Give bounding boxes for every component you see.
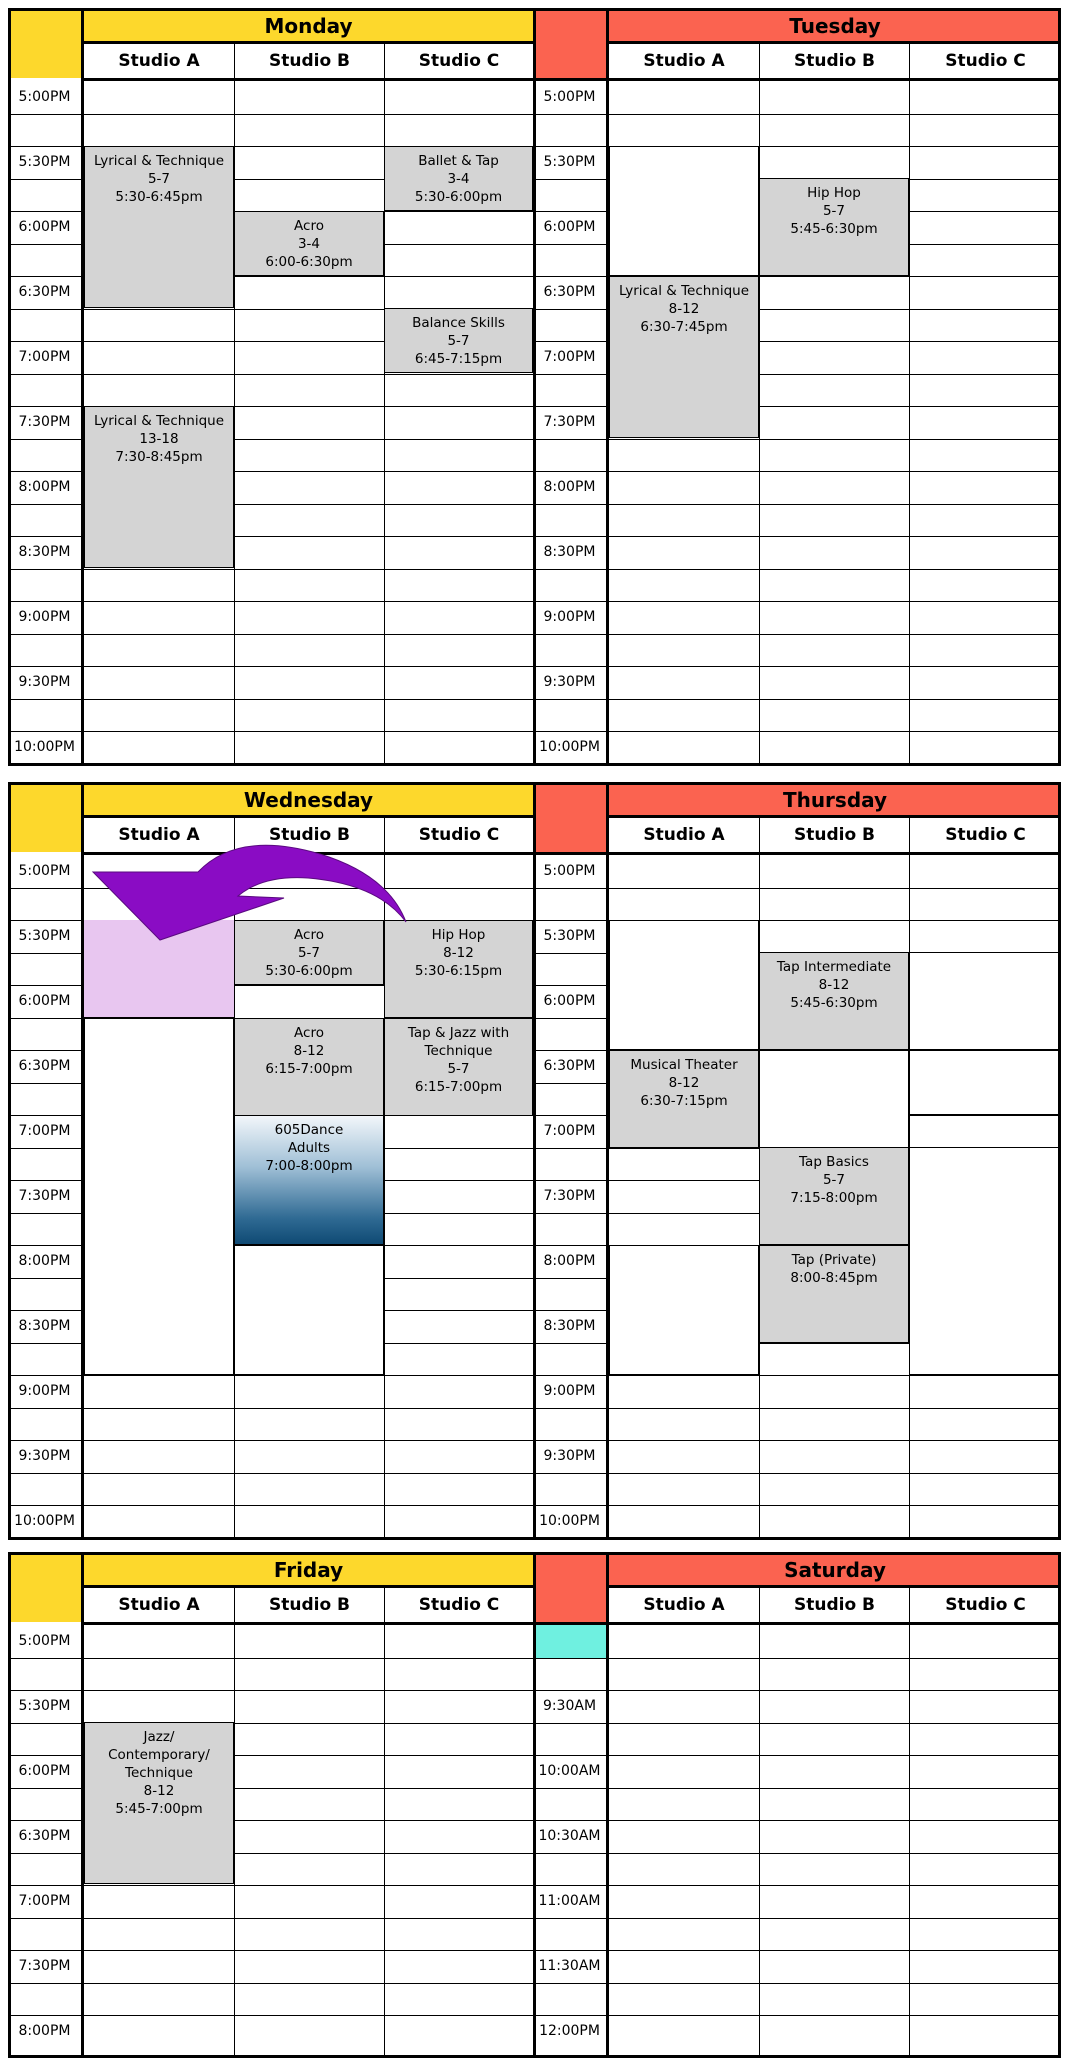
class-block-tap-intermediate[interactable]: Tap Intermediate 8-12 5:45-6:30pm — [759, 952, 909, 1050]
divider — [81, 41, 533, 44]
studio-header: Studio A — [609, 817, 759, 852]
studio-header: Studio B — [759, 43, 909, 78]
studio-header: Studio B — [759, 817, 909, 852]
time-label: 7:00PM — [18, 349, 71, 366]
empty-slot — [609, 920, 759, 1050]
time-label: 5:30PM — [18, 1698, 71, 1715]
studio-header: Studio C — [384, 817, 533, 852]
time-label: 5:30PM — [543, 928, 596, 945]
time-label: 12:00PM — [539, 2023, 600, 2040]
class-block-lyrical-technique[interactable]: Lyrical & Technique 5-7 5:30-6:45pm — [84, 146, 234, 308]
time-label: 6:30PM — [18, 1058, 71, 1075]
time-label: 6:30PM — [18, 284, 71, 301]
class-block-jazz-contemporary[interactable]: Jazz/ Contemporary/ Technique 8-12 5:45-7:00pm — [84, 1722, 234, 1884]
time-label: 6:00PM — [18, 219, 71, 236]
curved-arrow-icon — [88, 840, 448, 950]
corner-cell-mid — [533, 1552, 609, 1622]
divider — [533, 782, 536, 1540]
time-label: 8:00PM — [543, 1253, 596, 1270]
class-block-605dance[interactable]: 605Dance Adults 7:00-8:00pm — [234, 1115, 384, 1245]
time-label: 8:00PM — [18, 479, 71, 496]
studio-header: Studio A — [84, 817, 234, 852]
divider — [81, 1552, 84, 2058]
divider — [81, 1585, 533, 1588]
studio-header: Studio A — [609, 43, 759, 78]
class-block-ballet-tap[interactable]: Ballet & Tap 3-4 5:30-6:00pm — [384, 146, 533, 211]
class-block-hip-hop[interactable]: Hip Hop 8-12 5:30-6:15pm — [384, 920, 533, 1018]
time-label: 6:30PM — [543, 1058, 596, 1075]
studio-header: Studio C — [909, 1587, 1061, 1622]
time-label: 9:30PM — [18, 674, 71, 691]
time-label: 5:30PM — [543, 154, 596, 171]
schedule-panel-mon-tue — [8, 8, 1061, 766]
time-label: 5:00PM — [543, 863, 596, 880]
divider — [81, 782, 84, 1540]
divider — [606, 815, 1061, 818]
empty-slot — [609, 1245, 759, 1375]
studio-header: Studio C — [909, 817, 1061, 852]
class-block-lyrical-technique[interactable]: Lyrical & Technique 8-12 6:30-7:45pm — [609, 276, 759, 438]
empty-slot — [909, 952, 1061, 1050]
grid-line — [909, 81, 910, 766]
schedule-panel-wed-thu — [8, 782, 1061, 1540]
time-label: 11:00AM — [538, 1893, 601, 1910]
time-label: 6:00PM — [18, 1763, 71, 1780]
time-label: 10:00PM — [14, 1513, 75, 1530]
class-block-acro[interactable]: Acro 3-4 6:00-6:30pm — [234, 211, 384, 276]
studio-header: Studio B — [234, 1587, 384, 1622]
empty-slot — [909, 1050, 1061, 1115]
divider — [81, 1622, 1061, 1625]
divider — [533, 8, 536, 766]
time-label: 7:00PM — [18, 1123, 71, 1140]
grid-line — [759, 1625, 760, 2058]
time-label: 9:30PM — [543, 1448, 596, 1465]
empty-slot — [84, 1018, 234, 1375]
time-label: 5:00PM — [18, 1633, 71, 1650]
day-header-tuesday: Tuesday — [609, 8, 1061, 43]
time-label: 7:30PM — [18, 1958, 71, 1975]
corner-cell-mid — [533, 782, 609, 852]
divider — [606, 782, 609, 1540]
time-label: 9:30PM — [18, 1448, 71, 1465]
class-block-musical-theater[interactable]: Musical Theater 8-12 6:30-7:15pm — [609, 1050, 759, 1148]
empty-slot — [234, 1245, 384, 1375]
time-label: 7:00PM — [543, 349, 596, 366]
studio-header: Studio B — [234, 817, 384, 852]
studio-header: Studio A — [609, 1587, 759, 1622]
day-header-wednesday: Wednesday — [84, 782, 533, 817]
divider — [606, 1552, 609, 2058]
class-block-balance-skills[interactable]: Balance Skills 5-7 6:45-7:15pm — [384, 308, 533, 373]
time-label: 6:30PM — [18, 1828, 71, 1845]
grid-line — [909, 1625, 910, 2058]
studio-header: Studio C — [384, 43, 533, 78]
day-header-thursday: Thursday — [609, 782, 1061, 817]
time-label: 6:00PM — [18, 993, 71, 1010]
time-label: 9:00PM — [18, 1383, 71, 1400]
time-label: 8:30PM — [543, 1318, 596, 1335]
time-label: 6:00PM — [543, 219, 596, 236]
time-label: 8:30PM — [543, 544, 596, 561]
class-block-acro[interactable]: Acro 8-12 6:15-7:00pm — [234, 1018, 384, 1116]
class-block-tap-jazz[interactable]: Tap & Jazz with Technique 5-7 6:15-7:00pm — [384, 1018, 533, 1116]
time-label: 10:30AM — [538, 1828, 601, 1845]
corner-cell-left — [8, 782, 84, 852]
time-label: 5:30PM — [18, 928, 71, 945]
time-label: 5:00PM — [18, 863, 71, 880]
time-label: 8:30PM — [18, 544, 71, 561]
studio-header: Studio B — [234, 43, 384, 78]
grid-line — [234, 81, 235, 766]
time-label: 10:00PM — [539, 739, 600, 756]
studio-header: Studio C — [384, 1587, 533, 1622]
time-label: 5:30PM — [18, 154, 71, 171]
time-label: 7:30PM — [18, 1188, 71, 1205]
time-label: 6:30PM — [543, 284, 596, 301]
divider — [606, 41, 1061, 44]
time-label: 7:30PM — [543, 414, 596, 431]
divider — [81, 815, 533, 818]
time-label: 7:00PM — [543, 1123, 596, 1140]
time-label: 7:30PM — [543, 1188, 596, 1205]
empty-slot — [909, 1147, 1061, 1375]
highlighted-time-slot — [534, 1625, 607, 1658]
time-label: 8:00PM — [18, 1253, 71, 1270]
class-block-tap-private[interactable]: Tap (Private) 8:00-8:45pm — [759, 1245, 909, 1343]
time-label: 11:30AM — [538, 1958, 601, 1975]
time-label: 5:00PM — [18, 89, 71, 106]
time-label: 5:00PM — [543, 89, 596, 106]
time-label: 9:30AM — [542, 1698, 597, 1715]
class-block-lyrical-technique[interactable]: Lyrical & Technique 13-18 7:30-8:45pm — [84, 406, 234, 568]
studio-header: Studio A — [84, 43, 234, 78]
time-label: 6:00PM — [543, 993, 596, 1010]
divider — [606, 8, 609, 766]
time-label: 7:30PM — [18, 414, 71, 431]
class-block-tap-basics[interactable]: Tap Basics 5-7 7:15-8:00pm — [759, 1147, 909, 1245]
time-label: 8:00PM — [18, 2023, 71, 2040]
time-label: 9:30PM — [543, 674, 596, 691]
divider — [533, 1552, 536, 2058]
grid-line — [384, 1625, 385, 2058]
time-label: 9:00PM — [18, 609, 71, 626]
studio-header: Studio B — [759, 1587, 909, 1622]
time-label: 7:00PM — [18, 1893, 71, 1910]
corner-cell-mid — [533, 8, 609, 78]
day-header-friday: Friday — [84, 1552, 533, 1587]
studio-header: Studio C — [909, 43, 1061, 78]
divider — [81, 8, 84, 766]
schedule-panel-fri-sat — [8, 1552, 1061, 2058]
day-header-saturday: Saturday — [609, 1552, 1061, 1587]
empty-slot — [609, 146, 759, 276]
class-block-hip-hop[interactable]: Hip Hop 5-7 5:45-6:30pm — [759, 178, 909, 276]
class-block-acro[interactable]: Acro 5-7 5:30-6:00pm — [234, 920, 384, 985]
corner-cell-left — [8, 8, 84, 78]
time-label: 10:00AM — [538, 1763, 601, 1780]
studio-header: Studio A — [84, 1587, 234, 1622]
time-label: 10:00PM — [539, 1513, 600, 1530]
time-label: 8:00PM — [543, 479, 596, 496]
corner-cell-left — [8, 1552, 84, 1622]
divider — [81, 78, 1061, 81]
divider — [606, 1585, 1061, 1588]
empty-slot — [759, 1050, 909, 1148]
grid-line — [234, 1625, 235, 2058]
time-label: 9:00PM — [543, 609, 596, 626]
time-label: 10:00PM — [14, 739, 75, 756]
time-label: 8:30PM — [18, 1318, 71, 1335]
day-header-monday: Monday — [84, 8, 533, 43]
time-label: 9:00PM — [543, 1383, 596, 1400]
